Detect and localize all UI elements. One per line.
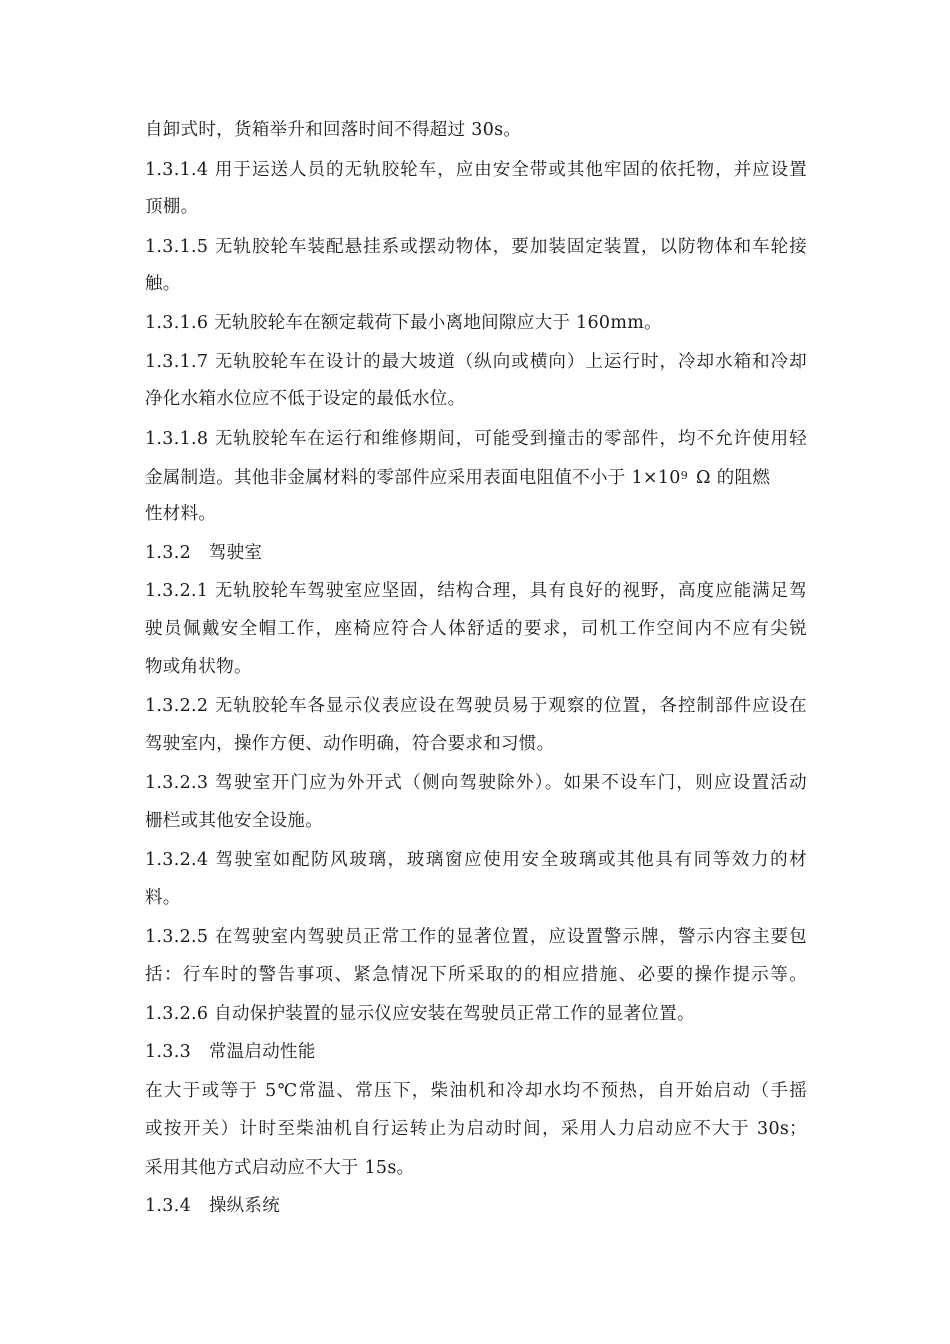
text-line: 净化水箱水位应不低于设定的最低水位。	[145, 389, 466, 409]
text-line: 1.3.2.3 驾驶室开门应为外开式（侧向驾驶除外）。如果不设车门，则应设置活动	[145, 773, 807, 793]
text-line: 1.3.1.4 用于运送人员的无轨胶轮车，应由安全带或其他牢固的依托物，并应设置	[145, 160, 807, 180]
text-segment: Ω 的阻燃	[696, 468, 771, 488]
text-line: 顶棚。	[145, 197, 199, 217]
exponent: 9	[680, 469, 689, 482]
text-line: 驶员佩戴安全帽工作，座椅应符合人体舒适的要求，司机工作空间内不应有尖锐	[145, 619, 807, 639]
text-line: 1.3.1.6 无轨胶轮车在额定载荷下最小离地间隙应大于 160mm。	[145, 313, 662, 333]
text-line: 1.3.2.4 驾驶室如配防风玻璃，玻璃窗应使用安全玻璃或其他具有同等效力的材	[145, 850, 807, 870]
section-heading: 1.3.2 驾驶室	[145, 543, 263, 563]
text-line	[145, 464, 807, 490]
text-line: 采用其他方式启动应不大于 15s。	[145, 1158, 415, 1178]
text-line: 料。	[145, 888, 181, 908]
text-line: 在大于或等于 5℃常温、常压下，柴油机和冷却水均不预热，自开始启动（手摇	[145, 1081, 807, 1101]
text-line: 驾驶室内，操作方便、动作明确，符合要求和习惯。	[145, 734, 555, 754]
text-line: 或按开关）计时至柴油机自行运转止为启动时间，采用人力启动应不大于 30s；	[145, 1119, 807, 1139]
text-line: 1.3.2.5 在驾驶室内驾驶员正常工作的显著位置，应设置警示牌，警示内容主要包	[145, 927, 807, 947]
text-line: 自卸式时，货箱举升和回落时间不得超过 30s。	[145, 120, 522, 140]
text-line: 1.3.2.1 无轨胶轮车驾驶室应坚固，结构合理，具有良好的视野，高度应能满足驾	[145, 581, 807, 601]
text-line: 物或角状物。	[145, 657, 252, 677]
section-heading: 1.3.4 操纵系统	[145, 1196, 281, 1216]
text-line: 1.3.2.6 自动保护装置的显示仪应安装在驾驶员正常工作的显著位置。	[145, 1004, 695, 1024]
text-line: 1.3.1.7 无轨胶轮车在设计的最大坡道（纵向或横向）上运行时，冷却水箱和冷却	[145, 352, 807, 372]
text-line: 栅栏或其他安全设施。	[145, 811, 323, 831]
text-line: 1.3.2.2 无轨胶轮车各显示仪表应设在驾驶员易于观察的位置，各控制部件应设在	[145, 696, 807, 716]
text-line: 1.3.1.5 无轨胶轮车装配悬挂系或摆动物体，要加装固定装置，以防物体和车轮接	[145, 237, 807, 257]
text-line: 触。	[145, 274, 181, 294]
section-heading: 1.3.3 常温启动性能	[145, 1042, 316, 1062]
text-line: 性材料。	[145, 504, 217, 524]
text-line: 1.3.1.8 无轨胶轮车在运行和维修期间，可能受到撞击的零部件，均不允许使用轻	[145, 429, 807, 449]
text-line: 括：行车时的警告事项、紧急情况下所采取的的相应措施、必要的操作提示等。	[145, 965, 807, 985]
text-segment: 金属制造。其他非金属材料的零部件应采用表面电阻值不小于 1×10	[145, 468, 681, 488]
